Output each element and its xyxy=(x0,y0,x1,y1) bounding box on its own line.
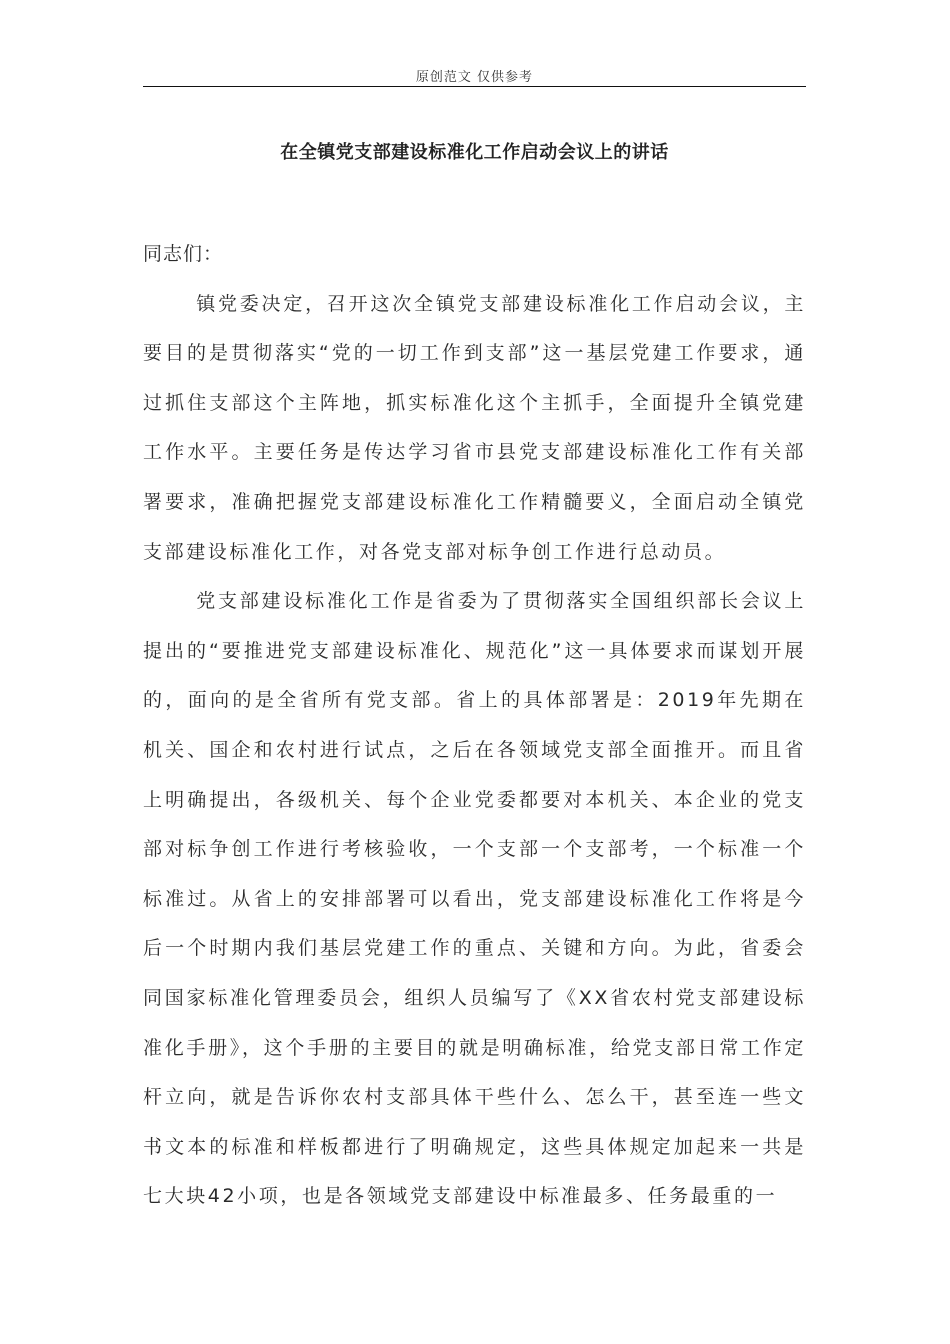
page-header: 原创范文 仅供参考 xyxy=(415,70,534,85)
header-divider xyxy=(143,86,806,87)
body-paragraph: 镇党委决定，召开这次全镇党支部建设标准化工作启动会议，主要目的是贯彻落实“党的一切工作到支部”这一基层党建工作要求，通过抓住支部这个主阵地，抓实标准化这个主抓手，全面提升全镇党建工作水平。主要任务是传达学习省市县党支部建设标准化工作有关部署要求，准确把握党支部建设标准化工作精髓要义，全面启动全镇党支部建设标准化工作，对各党支部对标争创工作进行总动员。 xyxy=(143,292,806,563)
document-title: 在全镇党支部建设标准化工作启动会议上的讲话 xyxy=(280,142,669,163)
body-paragraph: 党支部建设标准化工作是省委为了贯彻落实全国组织部长会议上提出的“要推进党支部建设标准化、规范化”这一具体要求而谋划开展的，面向的是全省所有党支部。省上的具体部署是：2019年先期在机关、国企和农村进行试点，之后在各领域党支部全面推开。而且省上明确提出，各级机关、每个企业党委都要对本机关、本企业的党支部对标争创工作进行考核验收，一个支部一个支部考，一个标准一个标准过。从省上的安排部署可以看出，党支部建设标准化工作将是今后一个时期内我们基层党建工作的重点、关键和方向。为此，省委会同国家标准化管理委员会，组织人员编写了《XX省农村党支部建设标准化手册》，这个手册的主要目的就是明确标准，给党支部日常工作定杆立向，就是告诉你农村支部具体干些什么、怎么干，甚至连一些文书文本的标准和样板都进行了明确规定，这些具体规定加起来一共是七大块42小项，也是各领域党支部建设中标准最多、任务最重的一 xyxy=(143,590,806,1208)
document-body xyxy=(143,230,806,1222)
salutation: 同志们： xyxy=(143,243,224,265)
